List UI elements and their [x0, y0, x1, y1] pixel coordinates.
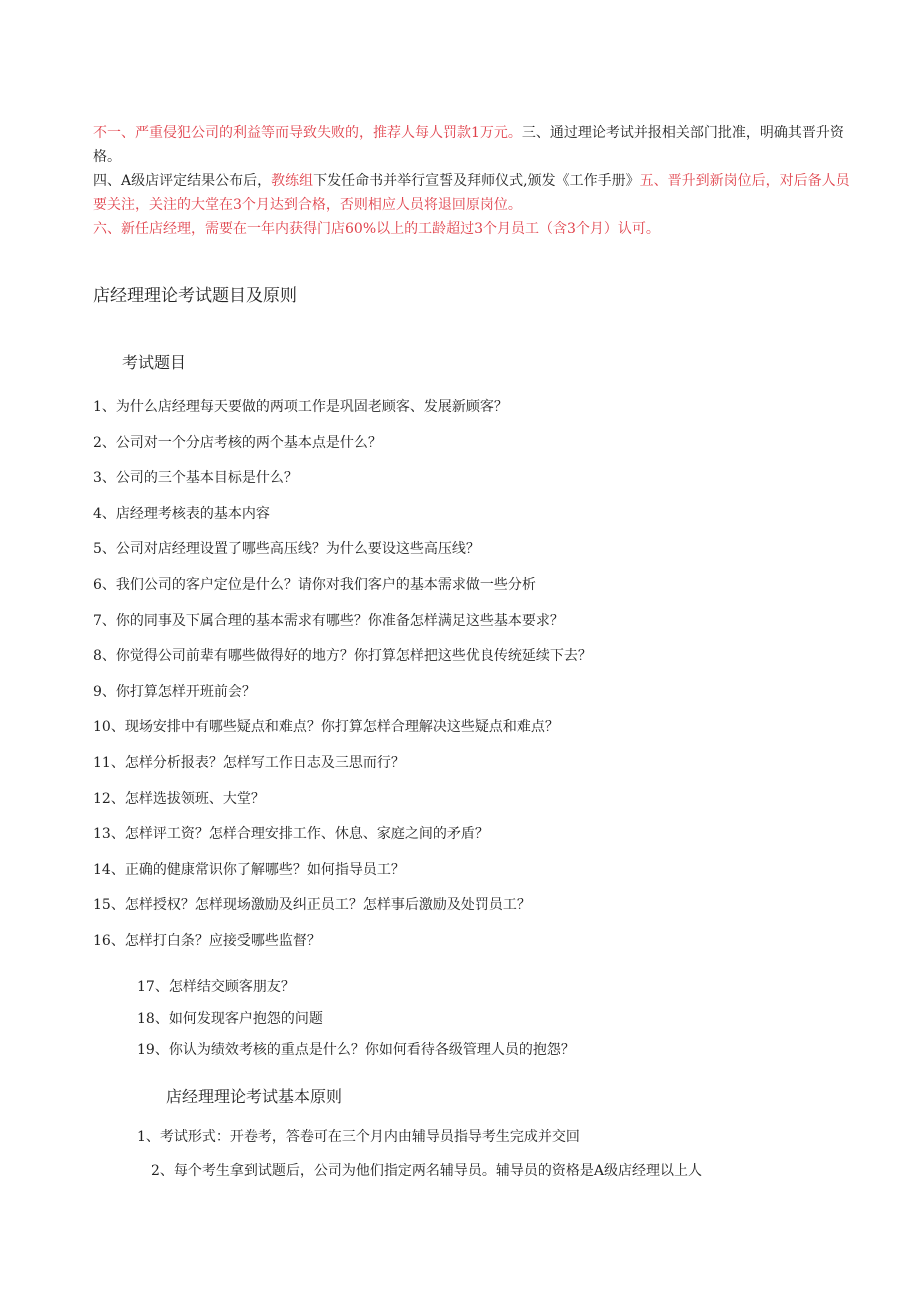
question-item: 18、如何发现客户抱怨的问题: [137, 1010, 323, 1027]
question-item: 10、现场安排中有哪些疑点和难点？你打算怎样合理解决这些疑点和难点？: [93, 719, 559, 736]
question-item: 9、你打算怎样开班前会？: [93, 683, 256, 700]
intro-promotion-text: 三、通过理论考试并报相关部门批准，明确其晋升资格。: [93, 125, 844, 165]
rule-item: 1、考试形式：开卷考，答卷可在三个月内由辅导员指导考生完成并交回: [137, 1129, 580, 1145]
questions-list-continued: [137, 976, 575, 1071]
intro-paragraph-1: [93, 121, 858, 169]
question-item: 4、店经理考核表的基本内容: [93, 505, 270, 522]
question-item: 6、我们公司的客户定位是什么？请你对我们客户的基本需求做一些分析: [93, 576, 536, 593]
question-item: 2、公司对一个分店考核的两个基本点是什么？: [93, 434, 382, 451]
question-item: 1、为什么店经理每天要做的两项工作是巩固老顾客、发展新顾客？: [93, 399, 508, 415]
question-item: 19、你认为绩效考核的重点是什么？你如何看待各级管理人员的抱怨？: [137, 1042, 575, 1058]
questions-heading: 考试题目: [122, 353, 187, 372]
question-item: 17、怎样结交顾客朋友？: [137, 979, 295, 995]
question-item: 13、怎样评工资？怎样合理安排工作、休息、家庭之间的矛盾？: [93, 826, 489, 843]
question-item: 12、怎样选拔领班、大堂？: [93, 790, 265, 807]
rule-item: 2、每个考生拿到试题后，公司为他们指定两名辅导员。辅导员的资格是A级店经理以上人: [151, 1163, 703, 1179]
question-item: 16、怎样打白条？应接受哪些监督？: [93, 932, 321, 949]
intro-paragraph-2: [93, 169, 858, 217]
question-item: 3、公司的三个基本目标是什么？: [93, 470, 298, 487]
intro-appointment-text: 四、A级店评定结果公布后，: [93, 173, 272, 189]
question-item: 15、怎样授权？怎样现场激励及纠正员工？怎样事后激励及处罚员工？: [93, 897, 531, 914]
intro-section: [93, 121, 858, 241]
intro-penalty-text: 不一、严重侵犯公司的利益等而导致失败的，推荐人每人罚款1万元。: [93, 125, 522, 141]
question-item: 7、你的同事及下属合理的基本需求有哪些？你准备怎样满足这些基本要求？: [93, 612, 564, 629]
question-item: 11、怎样分析报表？怎样写工作日志及三思而行？: [93, 754, 405, 771]
intro-ceremony-text: 下发任命书并举行宣誓及拜师仪式,颁发《工作手册》: [313, 173, 640, 189]
intro-new-post-text: 五、晋升到新岗位后，对后备人员要关注，关注的大堂在3个月达到合格，否则相应人员将退回原岗位。: [93, 173, 850, 213]
principles-heading: 店经理理论考试基本原则: [166, 1087, 343, 1106]
question-item: 8、你觉得公司前辈有哪些做得好的地方？你打算怎样把这些优良传统延续下去？: [93, 648, 592, 665]
question-item: 14、正确的健康常识你了解哪些？如何指导员工？: [93, 861, 405, 878]
document-title: 店经理理论考试题目及原则: [93, 286, 297, 306]
intro-coach-group-text: 教练组: [271, 173, 314, 189]
intro-paragraph-3: 六、新任店经理，需要在一年内获得门店60%以上的工龄超过3个月员工（含3个月）认可。: [93, 221, 660, 237]
question-item: 5、公司对店经理设置了哪些高压线？为什么要设这些高压线？: [93, 541, 480, 558]
questions-list: [93, 396, 592, 966]
